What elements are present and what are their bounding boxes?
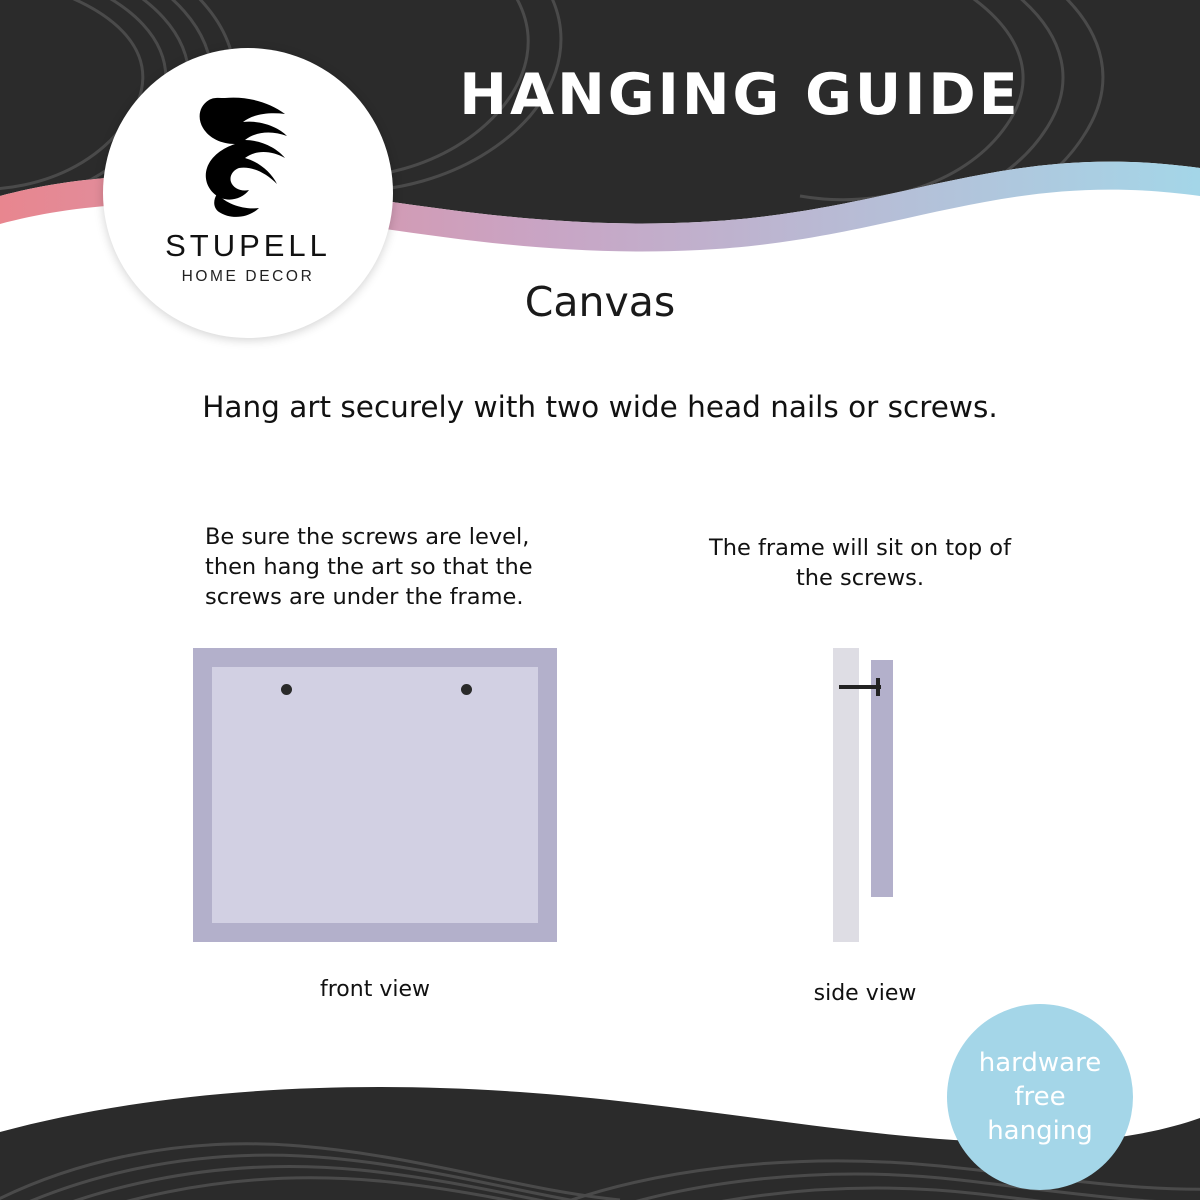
main-instruction: Hang art securely with two wide head nails or screws.	[202, 390, 998, 424]
screw-dot-left-icon	[281, 684, 292, 695]
brand-name: STUPELL	[165, 228, 331, 263]
stupell-swan-logo-icon	[173, 86, 323, 226]
front-view-label: front view	[320, 977, 430, 1002]
page-title: HANGING GUIDE	[459, 62, 1021, 128]
wall-section	[833, 648, 859, 942]
brand-logo-badge	[103, 48, 393, 338]
hardware-free-hanging-badge	[947, 1004, 1133, 1190]
product-type-title: Canvas	[524, 278, 676, 326]
canvas-front-view-diagram	[193, 648, 557, 942]
front-frame-inner-panel	[212, 667, 538, 923]
badge-line-3: hanging	[987, 1116, 1093, 1146]
badge-line-1: hardware	[978, 1048, 1102, 1078]
screw-head-icon	[876, 678, 880, 696]
side-view-label: side view	[813, 981, 917, 1006]
badge-line-2: free	[1014, 1082, 1066, 1112]
side-frame-profile	[871, 660, 893, 897]
screw-shaft-icon	[839, 685, 881, 689]
front-view-caption: Be sure the screws are level, then hang the art so that the screws are under the frame.	[205, 524, 533, 610]
screw-dot-right-icon	[461, 684, 472, 695]
brand-tagline: HOME DECOR	[181, 268, 315, 285]
side-view-caption: The frame will sit on top of the screws.	[708, 535, 1011, 591]
